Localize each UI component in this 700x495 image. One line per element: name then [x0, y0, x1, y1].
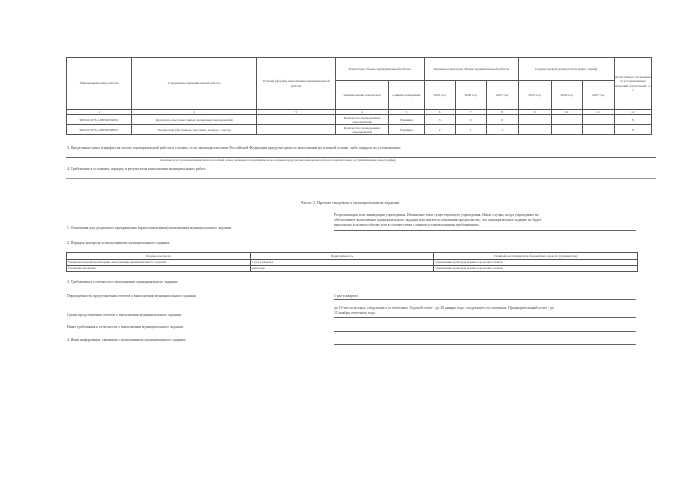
- header-year: 2025 год: [424, 81, 455, 110]
- control-header: Главный распорядитель бюджетных средств (учредитель): [434, 253, 638, 260]
- cell-price-2026: [551, 125, 582, 135]
- header-price-group: Среднегодовой размер платы (цена, тариф): [518, 58, 614, 81]
- item3-label: 3. Требования к отчетности о выполнении муниципального задания:: [67, 280, 178, 284]
- part3-title: Часть 3. Прочие сведения о муниципальном задании: [300, 200, 400, 205]
- deadline-value: [334, 306, 554, 316]
- cell-price-2027: [582, 115, 614, 125]
- header-indicator-name: наименование показателя: [335, 81, 389, 110]
- header-unit: единица измерения: [389, 81, 424, 110]
- cell-deviation: 8: [614, 115, 651, 125]
- cell-unique-number: 900310.Р.76.1.08030059001: [67, 115, 132, 125]
- cell-indicator: Количество проведенных мероприятий: [335, 115, 389, 125]
- cell-price-2026: [551, 115, 582, 125]
- header-year: 2027 год: [582, 81, 614, 110]
- control-header: Формы контроля: [67, 253, 251, 260]
- control-authority: управление культуры мэрии города Ярославля: [434, 260, 638, 266]
- periodicity-value: 1 раз в квартал: [334, 294, 359, 298]
- divider: [66, 157, 656, 158]
- cell-content: Творческих (фестиваль, выставка, конкурс, смотр): [132, 125, 257, 135]
- underline: [334, 230, 636, 231]
- item1-value: [334, 213, 541, 228]
- column-number: 12: [614, 110, 651, 115]
- control-form: Ежеквартальный мониторинг выполнения муниципального задания: [67, 260, 251, 266]
- cell-unit: Единица: [389, 125, 424, 135]
- control-periodicity: ежегодно: [250, 266, 434, 272]
- section4-requirements: 4. Требования к условиям, порядку и результатам выполнения муниципальных работ:: [67, 167, 206, 171]
- deadline-value-line: до 10 числа месяца, следующего за отчетным. Годовой отчет - до 20 января года, следующего за отчетным. Предварительный отчет - до: [334, 306, 555, 310]
- column-number: 5: [389, 110, 424, 115]
- cell-value-2025: 3: [424, 115, 455, 125]
- control-authority: управление культуры мэрии города Ярославля: [434, 266, 638, 272]
- cell-value-2025: 2: [424, 125, 455, 135]
- cell-price-2025: [518, 115, 551, 125]
- works-volume-table: [66, 57, 652, 135]
- column-number: 6: [424, 110, 455, 115]
- header-year: 2026 год: [551, 81, 582, 110]
- item1-value-line: выполнено в полном объеме или в соответствии с иными установленными требованиями.: [334, 223, 480, 227]
- header-year: 2025 год: [518, 81, 551, 110]
- control-form: Плановая проверка: [67, 266, 251, 272]
- column-number: 10: [551, 110, 582, 115]
- cell-indicator: Количество проведенных мероприятий: [335, 125, 389, 135]
- header-indicator-group: Показатель объема муниципальной работы: [335, 58, 424, 81]
- column-number: 7: [455, 110, 486, 115]
- underline: [334, 331, 636, 332]
- table-row: [67, 125, 652, 135]
- cell-conditions: [257, 115, 336, 125]
- column-number: 8: [486, 110, 518, 115]
- underline: [334, 317, 636, 318]
- periodicity-label: Периодичность представления отчетов о выполнении муниципального задания:: [67, 294, 197, 298]
- header-year: 2026 год: [455, 81, 486, 110]
- column-number: 4: [335, 110, 389, 115]
- divider: [66, 178, 656, 179]
- control-table: [66, 252, 638, 272]
- cell-price-2027: [582, 125, 614, 135]
- cell-value-2027: 0: [486, 115, 518, 125]
- item4-label: 4. Иная информация, связанная с выполнением муниципального задания:: [67, 338, 187, 342]
- deadline-value-line: 15 ноября отчетного года.: [334, 311, 376, 315]
- underline: [334, 344, 636, 345]
- column-number: 11: [582, 110, 614, 115]
- cell-price-2025: [518, 125, 551, 135]
- item1-label: 1. Основания для досрочного прекращения (приостановления) выполнения муниципального задания:: [67, 226, 232, 230]
- cell-content: Культурно-массовых (иных зрелищных мероприятий: [132, 115, 257, 125]
- header-content: Содержание муниципальной работы: [132, 58, 257, 110]
- control-header: Периодичность: [250, 253, 434, 260]
- cell-value-2026: 0: [455, 115, 486, 125]
- underline: [334, 299, 636, 300]
- table-row: [67, 115, 652, 125]
- column-number: 3: [257, 110, 336, 115]
- cell-unique-number: 900310.Р.76.1.08030068001: [67, 125, 132, 135]
- control-periodicity: 1 раз в квартал: [250, 260, 434, 266]
- header-deviation: Допустимые отклонения от установленных значений показателей, о/о: [614, 58, 651, 110]
- table-row: [67, 266, 638, 272]
- cell-conditions: [257, 125, 336, 135]
- column-number: 2: [132, 110, 257, 115]
- section3-price-text: 3. Предельные цены (тарифы) на оплату муниципальной работы в случаях, если законодательством Российской Федерации предусмотрено ее выполнение на платной основе, либо порядок их установления:: [67, 146, 401, 150]
- column-number: 1: [67, 110, 132, 115]
- cell-value-2027: 1: [486, 125, 518, 135]
- header-year: 2027 год: [486, 81, 518, 110]
- cell-unit: Единица: [389, 115, 424, 125]
- deadline-label: Сроки представления отчетов о выполнении муниципального задания:: [67, 313, 182, 317]
- cell-value-2026: 1: [455, 125, 486, 135]
- other-req-label: Иные требования к отчетности о выполнении муниципального задания:: [67, 325, 184, 329]
- column-number: 9: [518, 110, 551, 115]
- cell-deviation: 8: [614, 125, 651, 135]
- item1-value-line: обеспечивает выполнение муниципального задания или имеются основания предполагать, что муниципальное задание не будет: [334, 218, 542, 222]
- header-values-group: Значение показателя объема муниципальной работы: [424, 58, 518, 81]
- item1-value-line: Реорганизация или ликвидация учреждения. Изменение типа существующего учреждения. Иные случаи, когда учреждение не: [334, 213, 539, 217]
- section3-note: (заполняется в случае выполнения работы на платной основе, указываются нормативные акты, которыми предусмотрено выполнение работы на платной основе, и устанавливающие цены (тарифы)): [160, 159, 397, 162]
- header-conditions: Условия (формы) выполнения муниципальной работы: [257, 58, 336, 110]
- header-unique-number: Уникальный номер работы: [67, 58, 132, 110]
- item2-label: 2. Порядок контроля за выполнением муниципального задания:: [67, 241, 171, 245]
